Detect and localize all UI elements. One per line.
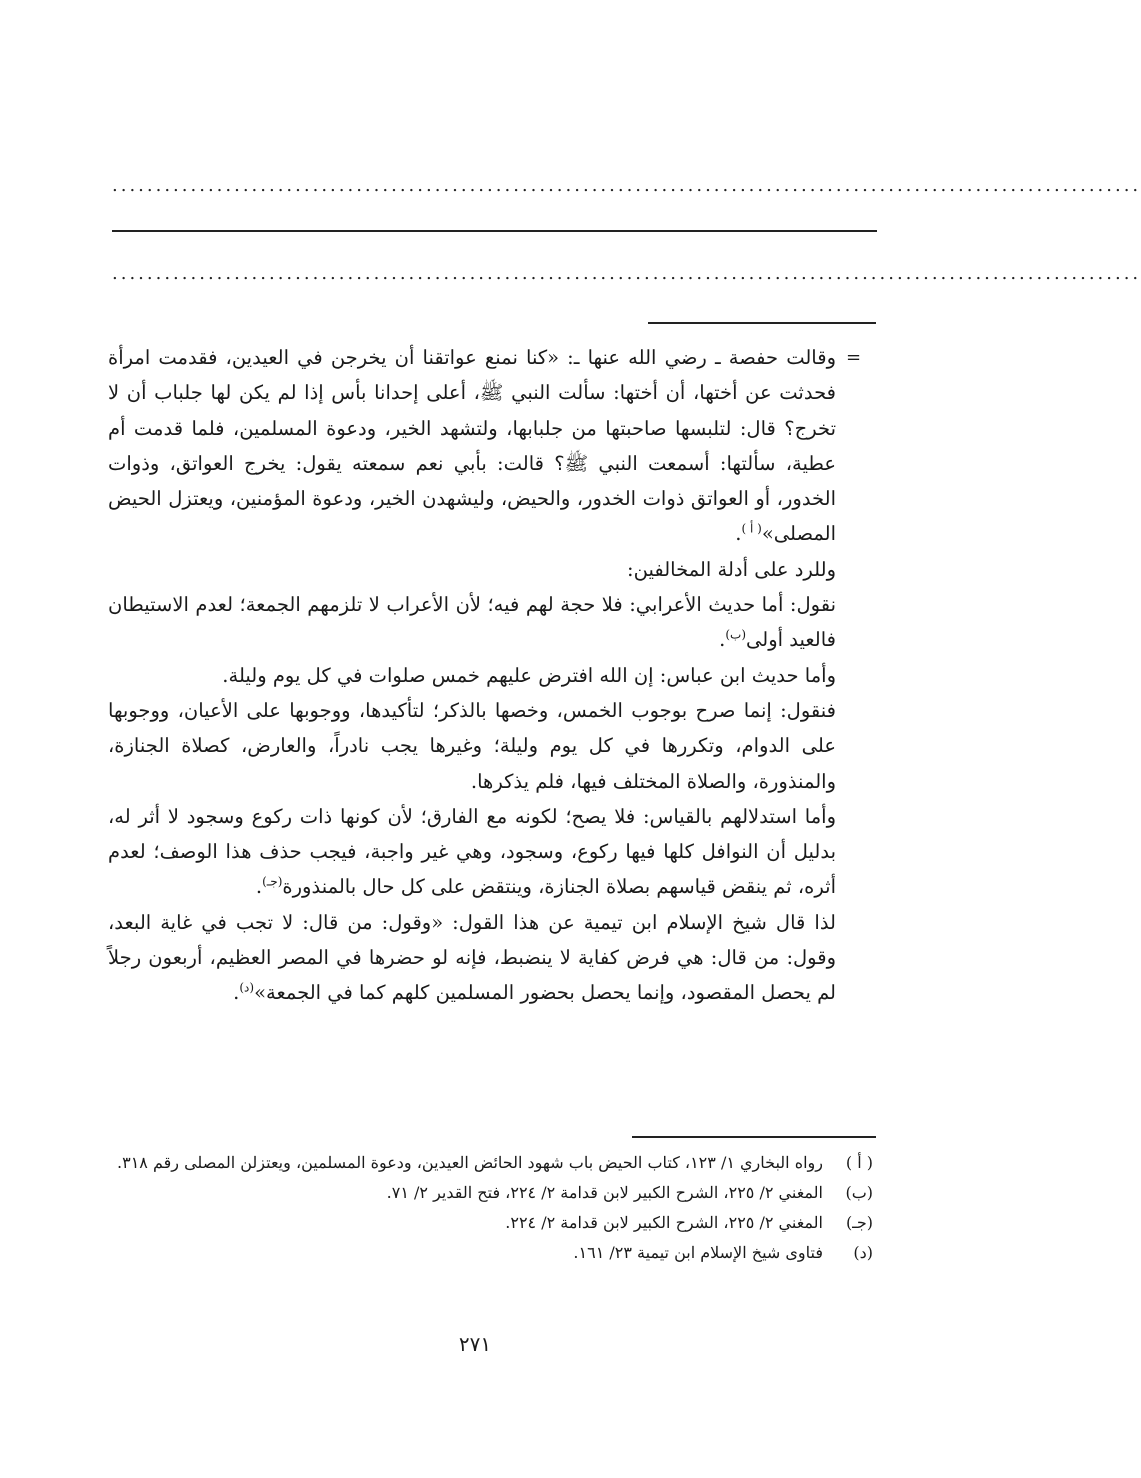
dotted-line-top: ...................................................................................................................... [112,175,1141,196]
footnotes [108,1148,873,1268]
paragraph-ibn-taymiyyah: لذا قال شيخ الإسلام ابن تيمية عن هذا القول: «وقول: من قال: لا تجب في غاية البعد، وقول: من قال: هي فرض كفاية لا ينضبط، فإنه لو حضرها في المصر العظيم، أربعون رجلاً لم يحصل المقصود، وإنما يحصل بحضور المسلمين كلهم كما في الجمعة»$^{(د)}$. [108,910,836,1005]
paragraph-reply-intro: وللرد على أدلة المخالفين: [627,557,836,581]
paragraph-analogy: وأما استدلالهم بالقياس: فلا يصح؛ لكونه مع الفارق؛ لأن كونها ذات ركوع وسجود لا أثر له، بدليل أن النوافل كلها فيها ركوع، وسجود، وهي غير واجبة، فيجب حذف هذا الوصف؛ لعدم أثره، ثم ينقض قياسهم بصلاة الجنازة، وينتقض على كل حال بالمنذورة$^{(جـ)}$. [108,804,836,899]
horizontal-rule-full [112,230,877,232]
page-number: ٢٧١ [458,1332,492,1356]
paragraph-ibn-abbas: وأما حديث ابن عباس: إن الله افترض عليهم خمس صلوات في كل يوم وليلة. [222,663,836,687]
footnote-mark: ( أ ) [845,1153,873,1172]
footnote-a [108,1148,873,1178]
footnote-mark: (د) [853,1243,873,1262]
paragraph-bedouin-hadith: نقول: أما حديث الأعرابي: فلا حجة لهم فيه؛ لأن الأعراب لا تلزمهم الجمعة؛ لعدم الاستيطان فالعيد أولى$^{(ب)}$. [108,593,836,652]
footnote-j [108,1208,873,1238]
main-text [108,340,836,1011]
footnote-separator [632,1136,876,1138]
footnote-ref-a: ( أ ) [741,521,762,536]
continuation-mark: = [846,347,862,368]
footnote-text: فتاوى شيخ الإسلام ابن تيمية ٢٣/ ١٦١. [573,1243,823,1262]
footnote-text: رواه البخاري ١/ ١٢٣، كتاب الحيض باب شهود الحائض العيدين، ودعوة المسلمين، ويعتزلن المصلى رقم ٣١٨. [117,1153,823,1172]
paragraph-hafsa-hadith: وقالت حفصة ـ رضي الله عنها ـ: «كنا نمنع عواتقنا أن يخرجن في العيدين، فقدمت امرأة فحدثت عن أختها، أن أختها: سألت النبي ﷺ، أعلى إحدانا بأس إذا لم يكن لها جلباب أن لا تخرج؟ قال: لتلبسها صاحبتها من جلبابها، ولتشهد الخير، ودعوة المسلمين، فلما قدمت أم عطية، سألتها: أسمعت النبي ﷺ؟ قالت: بأبي نعم سمعته يقول: يخرج العواتق، وذوات الخدور، أو العواتق ذوات الخدور، والحيض، وليشهدن الخير، ودعوة المؤمنين، ويعتزل الحيض المصلى»$^{( أ )}$. [108,346,836,546]
footnote-mark: (جـ) [845,1213,873,1232]
footnote-ref-j: (جـ) [262,874,283,889]
section-rule-short [648,322,876,324]
dotted-line-bottom: ...................................................................................................................... [112,263,1141,284]
footnote-text: المغني ٢/ ٢٢٥، الشرح الكبير لابن قدامة ٢/ ٢٢٤، فتح القدير ٢/ ٧١. [386,1183,823,1202]
footnote-mark: (ب) [845,1183,873,1202]
footnote-b [108,1178,873,1208]
footnote-ref-d: (د) [239,980,255,995]
footnote-d [108,1238,873,1268]
footnote-ref-b: (ب) [725,627,747,642]
paragraph-response-five-prayers: فنقول: إنما صرح بوجوب الخمس، وخصها بالذكر؛ لتأكيدها، ووجوبها على الأعيان، ووجوبها على الدوام، وتكررها في كل يوم وليلة؛ وغيرها يجب نادراً، والعارض، كصلاة الجنازة، والمنذورة، والصلاة المختلف فيها، فلم يذكرها. [108,698,836,793]
footnote-text: المغني ٢/ ٢٢٥، الشرح الكبير لابن قدامة ٢/ ٢٢٤. [505,1213,823,1232]
